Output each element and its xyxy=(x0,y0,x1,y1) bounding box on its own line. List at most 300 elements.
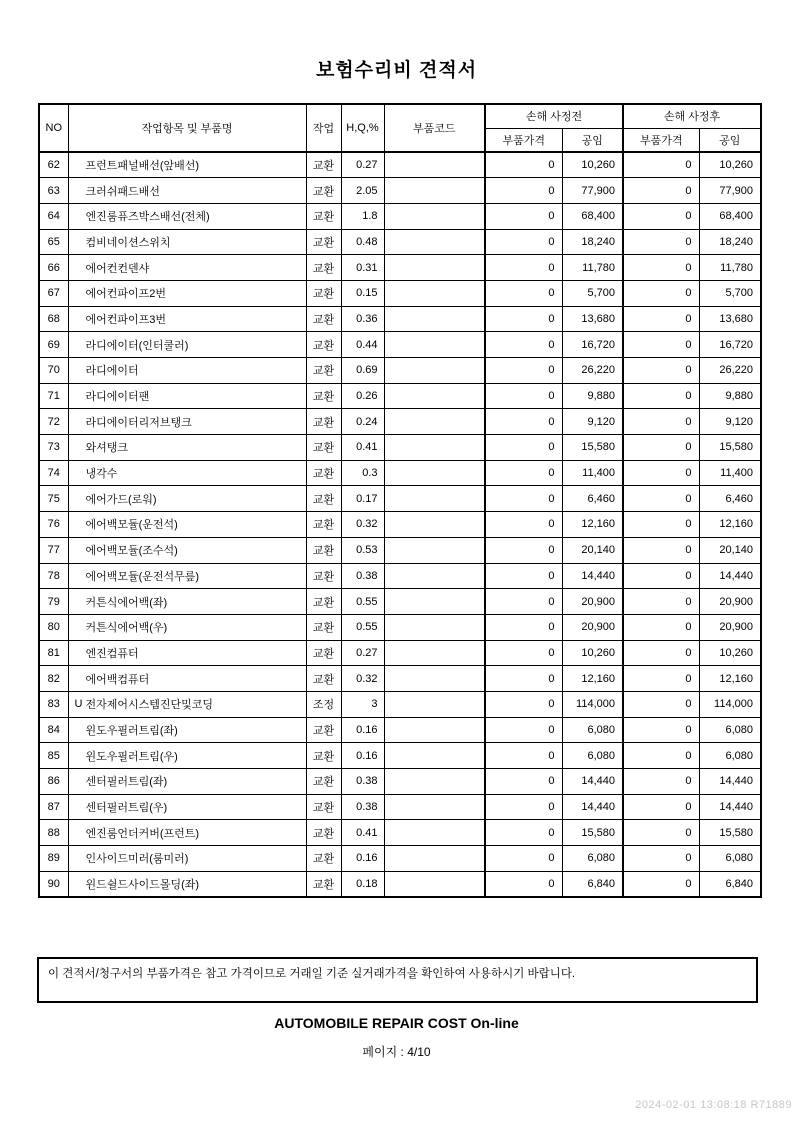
row-work-type: 교환 xyxy=(306,589,341,615)
row-before-part-price: 0 xyxy=(485,280,562,306)
row-after-part-price: 0 xyxy=(623,332,699,358)
row-before-part-price: 0 xyxy=(485,332,562,358)
row-no: 62 xyxy=(39,152,68,178)
row-no: 72 xyxy=(39,409,68,435)
row-work-type: 교환 xyxy=(306,512,341,538)
table-row xyxy=(39,666,761,692)
row-before-part-price: 0 xyxy=(485,846,562,872)
row-part-name: 프런트패널배선(앞배선) xyxy=(68,152,306,178)
row-before-part-price: 0 xyxy=(485,306,562,332)
row-hq-percent: 0.16 xyxy=(341,846,384,872)
table-row xyxy=(39,691,761,717)
row-part-name: 에어컨파이프3번 xyxy=(68,306,306,332)
row-no: 80 xyxy=(39,614,68,640)
table-row xyxy=(39,871,761,897)
row-hq-percent: 0.55 xyxy=(341,614,384,640)
row-work-type: 교환 xyxy=(306,306,341,332)
row-part-code xyxy=(384,178,485,204)
row-after-labor: 18,240 xyxy=(699,229,761,255)
row-before-part-price: 0 xyxy=(485,563,562,589)
row-no: 69 xyxy=(39,332,68,358)
row-no: 66 xyxy=(39,255,68,281)
col-header-no: NO xyxy=(39,104,68,152)
row-after-part-price: 0 xyxy=(623,460,699,486)
row-no: 88 xyxy=(39,820,68,846)
row-before-labor: 15,580 xyxy=(562,435,623,461)
row-after-part-price: 0 xyxy=(623,255,699,281)
row-work-type: 교환 xyxy=(306,846,341,872)
row-work-type: 교환 xyxy=(306,717,341,743)
row-hq-percent: 1.8 xyxy=(341,203,384,229)
col-group-after-assessment: 손해 사정후 xyxy=(623,104,761,128)
row-no: 65 xyxy=(39,229,68,255)
row-part-name: 센터필러트림(좌) xyxy=(68,769,306,795)
row-before-labor: 20,900 xyxy=(562,614,623,640)
row-part-name: 엔진컴퓨터 xyxy=(68,640,306,666)
table-row xyxy=(39,152,761,178)
table-row xyxy=(39,846,761,872)
row-no: 87 xyxy=(39,794,68,820)
row-before-labor: 6,080 xyxy=(562,717,623,743)
table-row xyxy=(39,614,761,640)
row-work-type: 교환 xyxy=(306,460,341,486)
row-after-part-price: 0 xyxy=(623,640,699,666)
row-part-code xyxy=(384,435,485,461)
row-before-part-price: 0 xyxy=(485,229,562,255)
row-part-name: 와셔탱크 xyxy=(68,435,306,461)
row-after-labor: 6,080 xyxy=(699,717,761,743)
row-before-labor: 26,220 xyxy=(562,358,623,384)
row-no: 82 xyxy=(39,666,68,692)
row-no: 78 xyxy=(39,563,68,589)
row-part-code xyxy=(384,486,485,512)
row-after-labor: 14,440 xyxy=(699,794,761,820)
row-after-part-price: 0 xyxy=(623,435,699,461)
row-part-name: 센터필러트림(우) xyxy=(68,794,306,820)
table-row xyxy=(39,794,761,820)
row-before-part-price: 0 xyxy=(485,512,562,538)
row-after-labor: 20,140 xyxy=(699,537,761,563)
row-part-name: 윈도우필러트림(우) xyxy=(68,743,306,769)
row-before-part-price: 0 xyxy=(485,383,562,409)
row-part-code xyxy=(384,255,485,281)
row-before-labor: 14,440 xyxy=(562,563,623,589)
row-after-part-price: 0 xyxy=(623,717,699,743)
row-before-labor: 6,080 xyxy=(562,846,623,872)
row-part-code xyxy=(384,820,485,846)
row-hq-percent: 0.38 xyxy=(341,563,384,589)
row-after-labor: 11,780 xyxy=(699,255,761,281)
row-before-part-price: 0 xyxy=(485,358,562,384)
row-no: 85 xyxy=(39,743,68,769)
row-part-name: U 전자제어시스템진단및코딩 xyxy=(68,691,306,717)
row-work-type: 교환 xyxy=(306,383,341,409)
table-row xyxy=(39,306,761,332)
row-work-type: 교환 xyxy=(306,280,341,306)
row-hq-percent: 0.16 xyxy=(341,717,384,743)
table-row xyxy=(39,280,761,306)
row-hq-percent: 0.27 xyxy=(341,152,384,178)
row-part-code xyxy=(384,769,485,795)
row-work-type: 교환 xyxy=(306,666,341,692)
row-after-part-price: 0 xyxy=(623,846,699,872)
row-after-labor: 15,580 xyxy=(699,435,761,461)
disclaimer-note: 이 견적서/청구서의 부품가격은 참고 가격이므로 거래일 기준 실거래가격을 확인하여 사용하시기 바랍니다. xyxy=(37,957,758,1003)
row-after-part-price: 0 xyxy=(623,203,699,229)
row-before-part-price: 0 xyxy=(485,614,562,640)
row-after-part-price: 0 xyxy=(623,229,699,255)
col-header-after-part-price: 부품가격 xyxy=(623,128,699,152)
row-after-labor: 68,400 xyxy=(699,203,761,229)
row-hq-percent: 0.27 xyxy=(341,640,384,666)
row-before-labor: 14,440 xyxy=(562,794,623,820)
row-hq-percent: 0.18 xyxy=(341,871,384,897)
row-before-labor: 16,720 xyxy=(562,332,623,358)
row-before-part-price: 0 xyxy=(485,743,562,769)
row-hq-percent: 0.3 xyxy=(341,460,384,486)
row-part-code xyxy=(384,332,485,358)
row-no: 89 xyxy=(39,846,68,872)
row-hq-percent: 0.26 xyxy=(341,383,384,409)
table-row xyxy=(39,640,761,666)
table-row xyxy=(39,435,761,461)
row-work-type: 교환 xyxy=(306,203,341,229)
row-work-type: 교환 xyxy=(306,563,341,589)
row-after-part-price: 0 xyxy=(623,383,699,409)
table-row xyxy=(39,409,761,435)
row-part-code xyxy=(384,280,485,306)
table-row xyxy=(39,589,761,615)
row-hq-percent: 0.31 xyxy=(341,255,384,281)
row-after-labor: 9,880 xyxy=(699,383,761,409)
row-after-part-price: 0 xyxy=(623,820,699,846)
row-after-part-price: 0 xyxy=(623,691,699,717)
row-part-name: 엔진룸언더커버(프런트) xyxy=(68,820,306,846)
row-part-code xyxy=(384,512,485,538)
row-after-part-price: 0 xyxy=(623,280,699,306)
row-after-part-price: 0 xyxy=(623,769,699,795)
row-hq-percent: 0.44 xyxy=(341,332,384,358)
row-part-code xyxy=(384,306,485,332)
row-part-name: 엔진룸퓨즈박스배선(전체) xyxy=(68,203,306,229)
row-work-type: 교환 xyxy=(306,614,341,640)
row-work-type: 교환 xyxy=(306,769,341,795)
table-row xyxy=(39,537,761,563)
table-header xyxy=(39,104,761,152)
row-part-name: 커튼식에어백(좌) xyxy=(68,589,306,615)
row-after-part-price: 0 xyxy=(623,871,699,897)
row-no: 76 xyxy=(39,512,68,538)
table-row xyxy=(39,229,761,255)
row-part-code xyxy=(384,640,485,666)
table-row xyxy=(39,332,761,358)
row-after-labor: 20,900 xyxy=(699,589,761,615)
row-before-labor: 10,260 xyxy=(562,152,623,178)
row-after-labor: 10,260 xyxy=(699,152,761,178)
row-part-code xyxy=(384,743,485,769)
row-part-code xyxy=(384,409,485,435)
row-before-labor: 9,120 xyxy=(562,409,623,435)
row-before-part-price: 0 xyxy=(485,820,562,846)
row-part-name: 에어백컴퓨터 xyxy=(68,666,306,692)
row-work-type: 교환 xyxy=(306,255,341,281)
row-before-part-price: 0 xyxy=(485,666,562,692)
row-after-part-price: 0 xyxy=(623,563,699,589)
row-before-labor: 12,160 xyxy=(562,512,623,538)
col-header-before-part-price: 부품가격 xyxy=(485,128,562,152)
row-no: 86 xyxy=(39,769,68,795)
row-after-labor: 14,440 xyxy=(699,769,761,795)
row-hq-percent: 3 xyxy=(341,691,384,717)
row-before-labor: 15,580 xyxy=(562,820,623,846)
row-before-labor: 9,880 xyxy=(562,383,623,409)
row-part-code xyxy=(384,794,485,820)
table-row xyxy=(39,743,761,769)
row-no: 70 xyxy=(39,358,68,384)
row-part-name: 크러쉬패드배선 xyxy=(68,178,306,204)
row-work-type: 교환 xyxy=(306,794,341,820)
row-before-labor: 6,080 xyxy=(562,743,623,769)
row-before-part-price: 0 xyxy=(485,203,562,229)
row-part-code xyxy=(384,152,485,178)
row-before-part-price: 0 xyxy=(485,435,562,461)
row-hq-percent: 0.24 xyxy=(341,409,384,435)
col-group-before-assessment: 손해 사정전 xyxy=(485,104,623,128)
row-work-type: 교환 xyxy=(306,871,341,897)
row-before-part-price: 0 xyxy=(485,640,562,666)
row-no: 84 xyxy=(39,717,68,743)
row-hq-percent: 0.41 xyxy=(341,435,384,461)
row-part-name: 에어백모듈(조수석) xyxy=(68,537,306,563)
row-work-type: 교환 xyxy=(306,229,341,255)
col-header-part-code: 부품코드 xyxy=(384,104,485,152)
row-work-type: 교환 xyxy=(306,152,341,178)
row-part-code xyxy=(384,563,485,589)
row-before-labor: 20,140 xyxy=(562,537,623,563)
row-no: 81 xyxy=(39,640,68,666)
estimate-table xyxy=(38,103,762,898)
page-title: 보험수리비 견적서 xyxy=(315,60,478,81)
row-after-part-price: 0 xyxy=(623,666,699,692)
row-part-name: 에어백모듈(운전석) xyxy=(68,512,306,538)
row-after-labor: 20,900 xyxy=(699,614,761,640)
row-after-labor: 6,840 xyxy=(699,871,761,897)
row-after-part-price: 0 xyxy=(623,486,699,512)
row-before-part-price: 0 xyxy=(485,691,562,717)
row-no: 74 xyxy=(39,460,68,486)
row-work-type: 교환 xyxy=(306,743,341,769)
row-part-code xyxy=(384,229,485,255)
row-part-name: 라디에이터리저브탱크 xyxy=(68,409,306,435)
row-after-labor: 9,120 xyxy=(699,409,761,435)
table-row xyxy=(39,820,761,846)
row-after-part-price: 0 xyxy=(623,178,699,204)
row-after-labor: 6,460 xyxy=(699,486,761,512)
row-hq-percent: 0.36 xyxy=(341,306,384,332)
row-hq-percent: 0.41 xyxy=(341,820,384,846)
row-hq-percent: 0.38 xyxy=(341,769,384,795)
col-header-work: 작업 xyxy=(306,104,341,152)
row-after-labor: 114,000 xyxy=(699,691,761,717)
row-part-code xyxy=(384,589,485,615)
row-after-part-price: 0 xyxy=(623,306,699,332)
print-timestamp: 2024-02-01 13:08:18 R71889 xyxy=(635,1099,792,1111)
row-part-name: 라디에이터팬 xyxy=(68,383,306,409)
row-hq-percent: 0.17 xyxy=(341,486,384,512)
row-work-type: 교환 xyxy=(306,820,341,846)
row-work-type: 교환 xyxy=(306,486,341,512)
page-number: 페이지 : 4/10 xyxy=(362,1045,431,1059)
row-before-part-price: 0 xyxy=(485,589,562,615)
row-after-labor: 16,720 xyxy=(699,332,761,358)
table-row xyxy=(39,358,761,384)
row-no: 71 xyxy=(39,383,68,409)
row-before-part-price: 0 xyxy=(485,460,562,486)
row-part-code xyxy=(384,358,485,384)
row-before-part-price: 0 xyxy=(485,794,562,820)
row-hq-percent: 0.15 xyxy=(341,280,384,306)
row-after-labor: 6,080 xyxy=(699,743,761,769)
row-no: 90 xyxy=(39,871,68,897)
row-part-name: 인사이드미러(룸미러) xyxy=(68,846,306,872)
row-part-name: 컴비네이션스위치 xyxy=(68,229,306,255)
row-no: 68 xyxy=(39,306,68,332)
row-before-labor: 11,400 xyxy=(562,460,623,486)
row-part-code xyxy=(384,614,485,640)
row-part-code xyxy=(384,203,485,229)
row-part-code xyxy=(384,666,485,692)
table-row xyxy=(39,512,761,538)
row-after-part-price: 0 xyxy=(623,794,699,820)
row-after-part-price: 0 xyxy=(623,512,699,538)
row-no: 79 xyxy=(39,589,68,615)
row-before-labor: 6,840 xyxy=(562,871,623,897)
row-work-type: 교환 xyxy=(306,358,341,384)
row-no: 73 xyxy=(39,435,68,461)
row-after-labor: 26,220 xyxy=(699,358,761,384)
row-after-part-price: 0 xyxy=(623,743,699,769)
row-hq-percent: 0.69 xyxy=(341,358,384,384)
row-work-type: 교환 xyxy=(306,640,341,666)
row-hq-percent: 0.48 xyxy=(341,229,384,255)
row-before-labor: 77,900 xyxy=(562,178,623,204)
row-after-part-price: 0 xyxy=(623,589,699,615)
row-before-labor: 12,160 xyxy=(562,666,623,692)
row-after-labor: 11,400 xyxy=(699,460,761,486)
row-before-part-price: 0 xyxy=(485,537,562,563)
row-before-labor: 10,260 xyxy=(562,640,623,666)
row-after-part-price: 0 xyxy=(623,409,699,435)
row-part-name: 에어가드(로워) xyxy=(68,486,306,512)
col-header-part-name: 작업항목 및 부품명 xyxy=(68,104,306,152)
col-header-after-labor: 공임 xyxy=(699,128,761,152)
row-before-part-price: 0 xyxy=(485,717,562,743)
row-before-labor: 13,680 xyxy=(562,306,623,332)
row-before-part-price: 0 xyxy=(485,769,562,795)
row-after-labor: 14,440 xyxy=(699,563,761,589)
table-row xyxy=(39,460,761,486)
row-after-labor: 6,080 xyxy=(699,846,761,872)
row-hq-percent: 0.53 xyxy=(341,537,384,563)
row-before-labor: 68,400 xyxy=(562,203,623,229)
table-row xyxy=(39,486,761,512)
row-hq-percent: 0.55 xyxy=(341,589,384,615)
row-part-name: 윈드쉴드사이드몰딩(좌) xyxy=(68,871,306,897)
row-work-type: 교환 xyxy=(306,409,341,435)
row-part-name: 라디에이터 xyxy=(68,358,306,384)
row-part-name: 냉각수 xyxy=(68,460,306,486)
row-before-part-price: 0 xyxy=(485,152,562,178)
row-no: 77 xyxy=(39,537,68,563)
row-before-labor: 20,900 xyxy=(562,589,623,615)
row-part-code xyxy=(384,537,485,563)
row-after-labor: 77,900 xyxy=(699,178,761,204)
table-row xyxy=(39,203,761,229)
row-work-type: 조정 xyxy=(306,691,341,717)
row-after-labor: 12,160 xyxy=(699,666,761,692)
row-after-labor: 10,260 xyxy=(699,640,761,666)
row-after-labor: 15,580 xyxy=(699,820,761,846)
row-before-part-price: 0 xyxy=(485,255,562,281)
row-after-part-price: 0 xyxy=(623,537,699,563)
row-part-code xyxy=(384,846,485,872)
row-no: 75 xyxy=(39,486,68,512)
row-after-part-price: 0 xyxy=(623,358,699,384)
row-before-part-price: 0 xyxy=(485,409,562,435)
service-brand: AUTOMOBILE REPAIR COST On-line xyxy=(274,1015,519,1031)
row-no: 83 xyxy=(39,691,68,717)
row-no: 63 xyxy=(39,178,68,204)
row-hq-percent: 0.32 xyxy=(341,666,384,692)
row-after-labor: 5,700 xyxy=(699,280,761,306)
table-row xyxy=(39,717,761,743)
row-part-code xyxy=(384,460,485,486)
row-part-name: 에어컨파이프2번 xyxy=(68,280,306,306)
row-part-code xyxy=(384,383,485,409)
col-header-hq: H,Q,% xyxy=(341,104,384,152)
table-row xyxy=(39,563,761,589)
row-before-labor: 14,440 xyxy=(562,769,623,795)
row-before-labor: 114,000 xyxy=(562,691,623,717)
row-before-labor: 11,780 xyxy=(562,255,623,281)
table-row xyxy=(39,383,761,409)
row-no: 67 xyxy=(39,280,68,306)
row-part-name: 윈도우필러트림(좌) xyxy=(68,717,306,743)
row-before-part-price: 0 xyxy=(485,486,562,512)
row-part-name: 에어백모듈(운전석무릎) xyxy=(68,563,306,589)
row-hq-percent: 0.38 xyxy=(341,794,384,820)
table-row xyxy=(39,769,761,795)
row-hq-percent: 0.32 xyxy=(341,512,384,538)
row-before-labor: 5,700 xyxy=(562,280,623,306)
table-row xyxy=(39,178,761,204)
row-after-part-price: 0 xyxy=(623,152,699,178)
row-hq-percent: 0.16 xyxy=(341,743,384,769)
row-part-code xyxy=(384,717,485,743)
row-part-code xyxy=(384,691,485,717)
row-before-part-price: 0 xyxy=(485,178,562,204)
row-work-type: 교환 xyxy=(306,332,341,358)
row-work-type: 교환 xyxy=(306,537,341,563)
row-marker: U xyxy=(74,698,83,711)
table-row xyxy=(39,255,761,281)
row-before-labor: 6,460 xyxy=(562,486,623,512)
row-part-name: 커튼식에어백(우) xyxy=(68,614,306,640)
row-before-labor: 18,240 xyxy=(562,229,623,255)
row-no: 64 xyxy=(39,203,68,229)
row-after-part-price: 0 xyxy=(623,614,699,640)
row-after-labor: 12,160 xyxy=(699,512,761,538)
